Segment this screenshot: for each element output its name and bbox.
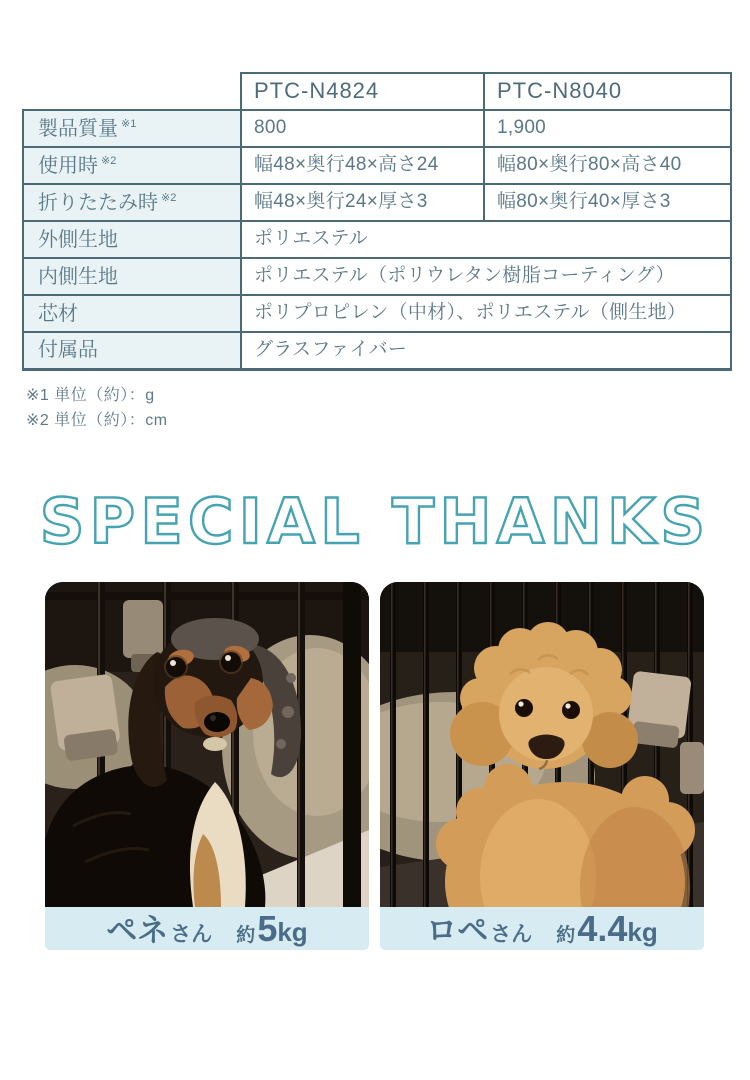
spec-value: 幅48×奥行24×厚さ3 bbox=[241, 184, 484, 221]
footnote-unit-g: ※1 単位（約）：g bbox=[26, 387, 155, 404]
spec-value: ポリプロピレン（中材）、ポリエステル（側生地） bbox=[241, 295, 731, 332]
spec-value: 1,900 bbox=[484, 110, 731, 147]
row-label: 付属品 bbox=[38, 339, 98, 362]
footnote-mark: ※1 bbox=[121, 117, 137, 130]
weight-approx-label: 約 bbox=[556, 925, 576, 946]
row-label: 折りたたみ時 bbox=[38, 191, 158, 214]
pet-honorific: さん bbox=[170, 923, 213, 946]
special-thanks-heading: SPECIAL THANKS bbox=[39, 485, 711, 558]
pet-name: ロペ bbox=[426, 913, 489, 948]
spec-header-ghost-cell bbox=[23, 73, 241, 110]
weight-unit: kg bbox=[627, 917, 658, 947]
model-header-1: PTC-N4824 bbox=[241, 73, 484, 110]
weight-unit: kg bbox=[277, 917, 308, 947]
pet-caption bbox=[380, 907, 704, 950]
spec-value: ポリエステル bbox=[241, 221, 731, 258]
pet-photo-dachshund bbox=[45, 582, 369, 907]
spec-row-outer-fabric bbox=[23, 221, 731, 258]
spec-value: 幅80×奥行40×厚さ3 bbox=[484, 184, 731, 221]
weight-approx-label: 約 bbox=[236, 925, 256, 946]
pet-card-rope bbox=[380, 582, 704, 950]
spec-row-accessories bbox=[23, 332, 731, 369]
footnote-mark: ※2 bbox=[101, 154, 117, 167]
footnote-mark: ※2 bbox=[161, 191, 177, 204]
footnotes bbox=[26, 384, 168, 434]
spec-table bbox=[22, 72, 732, 371]
row-label: 製品質量 bbox=[38, 117, 118, 140]
row-label: 芯材 bbox=[38, 302, 78, 325]
spec-value: グラスファイバー bbox=[241, 332, 731, 369]
row-label: 内側生地 bbox=[38, 265, 118, 288]
footnote-unit-cm: ※2 単位（約）：cm bbox=[26, 411, 168, 429]
pet-card-pene bbox=[45, 582, 369, 950]
row-label: 外側生地 bbox=[38, 228, 118, 251]
pet-photo-poodle bbox=[380, 582, 704, 907]
spec-row-inner-fabric bbox=[23, 258, 731, 295]
pet-cards bbox=[45, 582, 704, 950]
pet-honorific: さん bbox=[490, 923, 533, 946]
spec-row-in-use-size bbox=[23, 147, 731, 184]
spec-row-core-material bbox=[23, 295, 731, 332]
spec-value: 幅80×奥行80×高さ40 bbox=[484, 147, 731, 184]
pet-name: ペネ bbox=[106, 913, 169, 948]
spec-value: 幅48×奥行48×高さ24 bbox=[241, 147, 484, 184]
weight-value: 4.4 bbox=[577, 908, 628, 949]
row-label: 使用時 bbox=[38, 154, 98, 177]
spec-value: 800 bbox=[241, 110, 484, 147]
spec-value: ポリエステル（ポリウレタン樹脂コーティング） bbox=[241, 258, 731, 295]
spec-row-weight bbox=[23, 110, 731, 147]
model-header-2: PTC-N8040 bbox=[484, 73, 731, 110]
pet-caption bbox=[45, 907, 369, 950]
spec-header-row bbox=[23, 73, 731, 110]
spec-row-folded-size bbox=[23, 184, 731, 221]
weight-value: 5 bbox=[257, 908, 278, 949]
